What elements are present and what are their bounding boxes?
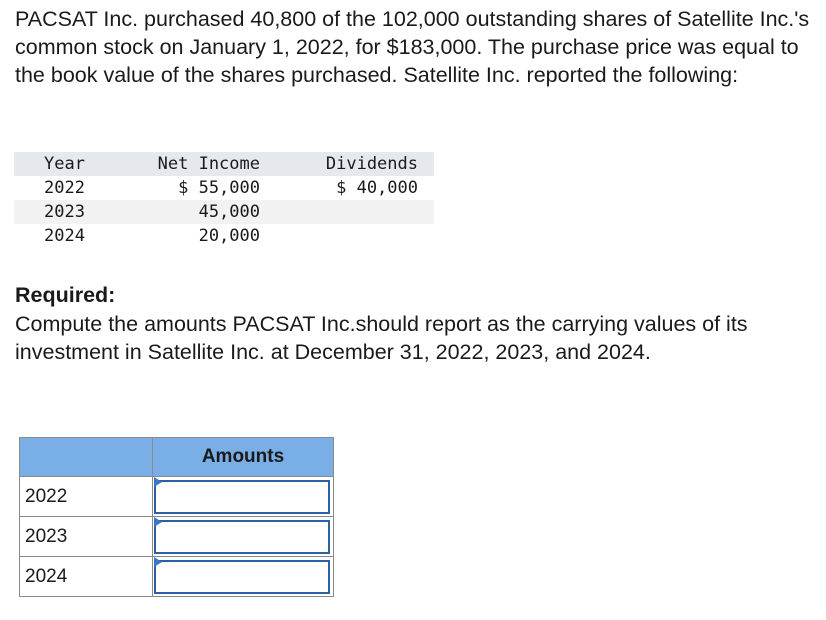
net-income-cell: $ 55,000 [178, 178, 260, 198]
answer-table-header-row [20, 438, 334, 477]
net-income-cell: 20,000 [198, 226, 260, 246]
answer-year-label: 2023 [20, 517, 153, 557]
answer-input-cell [153, 557, 334, 597]
year-cell: 2023 [44, 202, 85, 222]
answer-table [19, 437, 334, 597]
amount-input-2022[interactable] [154, 480, 330, 514]
year-header: Year [44, 154, 85, 174]
amount-input-2023[interactable] [154, 520, 330, 554]
answer-year-label: 2024 [20, 557, 153, 597]
amounts-header: Amounts [153, 438, 334, 477]
answer-row [20, 517, 334, 557]
data-table-header-row [14, 152, 434, 176]
input-marker-icon [154, 557, 162, 567]
problem-intro: PACSAT Inc. purchased 40,800 of the 102,000 outstanding shares of Satellite Inc.'s common stock on January 1, 2022, for $183,000. The purchase price was equal to the book value of the shares purchased. Satellite Inc. reported the following: [15, 7, 810, 87]
answer-input-cell [153, 477, 334, 517]
amount-input-2024[interactable] [154, 560, 330, 594]
answer-year-label: 2022 [20, 477, 153, 517]
financial-data-table [14, 152, 434, 248]
required-heading: Required: [15, 283, 116, 307]
blank-header-cell [20, 438, 153, 477]
net-income-header: Net Income [157, 154, 260, 174]
dividends-cell: $ 40,000 [336, 178, 418, 198]
input-marker-icon [154, 517, 162, 527]
net-income-cell: 45,000 [198, 202, 260, 222]
year-cell: 2022 [44, 178, 85, 198]
data-table-row [14, 200, 434, 224]
data-table-row [14, 224, 434, 248]
dividends-header: Dividends [325, 154, 418, 174]
year-cell: 2024 [44, 226, 85, 246]
required-instructions: Compute the amounts PACSAT Inc.should report as the carrying values of its investment in Satellite Inc. at December 31, 2022, 2023, and 2024. [15, 312, 748, 364]
answer-row [20, 557, 334, 597]
dividends-cell [266, 224, 434, 248]
dividends-cell [266, 200, 434, 224]
data-table-row [14, 176, 434, 200]
answer-row [20, 477, 334, 517]
answer-input-cell [153, 517, 334, 557]
input-marker-icon [154, 477, 162, 487]
